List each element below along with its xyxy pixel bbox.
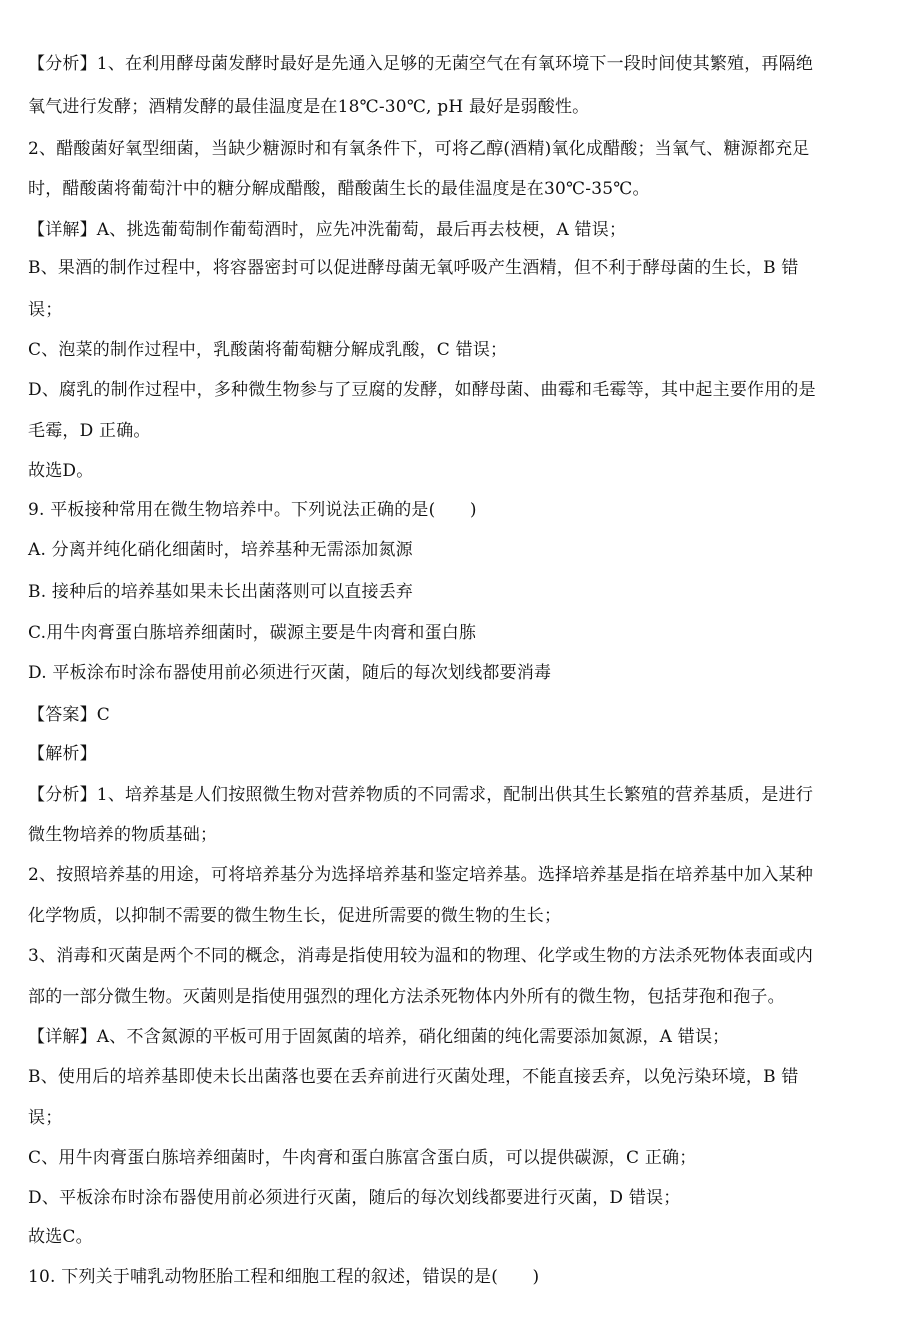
text-line: 【详解】A、挑选葡萄制作葡萄酒时，应先冲洗葡萄，最后再去枝梗，A 错误； [28,220,627,240]
text-line: 【详解】A、不含氮源的平板可用于固氮菌的培养，硝化细菌的纯化需要添加氮源，A 错误； [28,1027,730,1047]
text-line: 2、醋酸菌好氧型细菌，当缺少糖源时和有氧条件下，可将乙醇(酒精)氧化成醋酸；当氧气、糖源都充足 [28,139,810,159]
text-line: 【分析】1、在利用酵母菌发酵时最好是先通入足够的无菌空气在有氧环境下一段时间使其繁殖，再隔绝 [28,54,814,74]
question-stem: 10. 下列关于哺乳动物胚胎工程和细胞工程的叙述，错误的是( ) [28,1267,540,1287]
text-line: 故选C。 [28,1227,93,1247]
analysis-label: 【解析】 [28,744,97,764]
text-line: 3、消毒和灭菌是两个不同的概念，消毒是指使用较为温和的物理、化学或生物的方法杀死物体表面或内 [28,946,814,966]
text-line: 微生物培养的物质基础； [28,825,218,845]
text-line: 毛霉，D 正确。 [28,421,151,441]
text-line: B、使用后的培养基即使未长出菌落也要在丢弃前进行灭菌处理，不能直接丢弃，以免污染环境，B 错 [28,1067,799,1087]
text-line: 时，醋酸菌将葡萄汁中的糖分解成醋酸，醋酸菌生长的最佳温度是在30℃-35℃。 [28,179,650,199]
text-line: 2、按照培养基的用途，可将培养基分为选择培养基和鉴定培养基。选择培养基是指在培养基中加入某种 [28,865,814,885]
option-d: D. 平板涂布时涂布器使用前必须进行灭菌，随后的每次划线都要消毒 [28,663,552,683]
text-line: 误； [28,1108,63,1128]
question-stem: 9. 平板接种常用在微生物培养中。下列说法正确的是( ) [28,500,477,520]
option-c: C.用牛肉膏蛋白胨培养细菌时，碳源主要是牛肉膏和蛋白胨 [28,623,477,643]
option-b: B. 接种后的培养基如果未长出菌落则可以直接丢弃 [28,582,414,602]
text-line: 部的一部分微生物。灭菌则是指使用强烈的理化方法杀死物体内外所有的微生物，包括芽孢和孢子。 [28,987,785,1007]
text-line: C、用牛肉膏蛋白胨培养细菌时，牛肉膏和蛋白胨富含蛋白质，可以提供碳源，C 正确； [28,1148,697,1168]
text-line: 误； [28,300,63,320]
option-a: A. 分离并纯化硝化细菌时，培养基种无需添加氮源 [28,540,413,560]
text-line: 化学物质，以抑制不需要的微生物生长，促进所需要的微生物的生长； [28,906,562,926]
text-line: 故选D。 [28,461,94,481]
text-line: 【分析】1、培养基是人们按照微生物对营养物质的不同需求，配制出供其生长繁殖的营养基质，是进行 [28,785,814,805]
text-line: 氧气进行发酵；酒精发酵的最佳温度是在18℃-30℃, pH 最好是弱酸性。 [28,97,590,117]
text-line: D、平板涂布时涂布器使用前必须进行灭菌，随后的每次划线都要进行灭菌，D 错误； [28,1188,681,1208]
text-line: D、腐乳的制作过程中，多种微生物参与了豆腐的发酵，如酵母菌、曲霉和毛霉等，其中起主要作用的是 [28,380,816,400]
text-line: C、泡菜的制作过程中，乳酸菌将葡萄糖分解成乳酸，C 错误； [28,340,508,360]
answer-label: 【答案】C [28,705,111,725]
text-line: B、果酒的制作过程中，将容器密封可以促进酵母菌无氧呼吸产生酒精，但不利于酵母菌的生长，B 错 [28,258,799,278]
